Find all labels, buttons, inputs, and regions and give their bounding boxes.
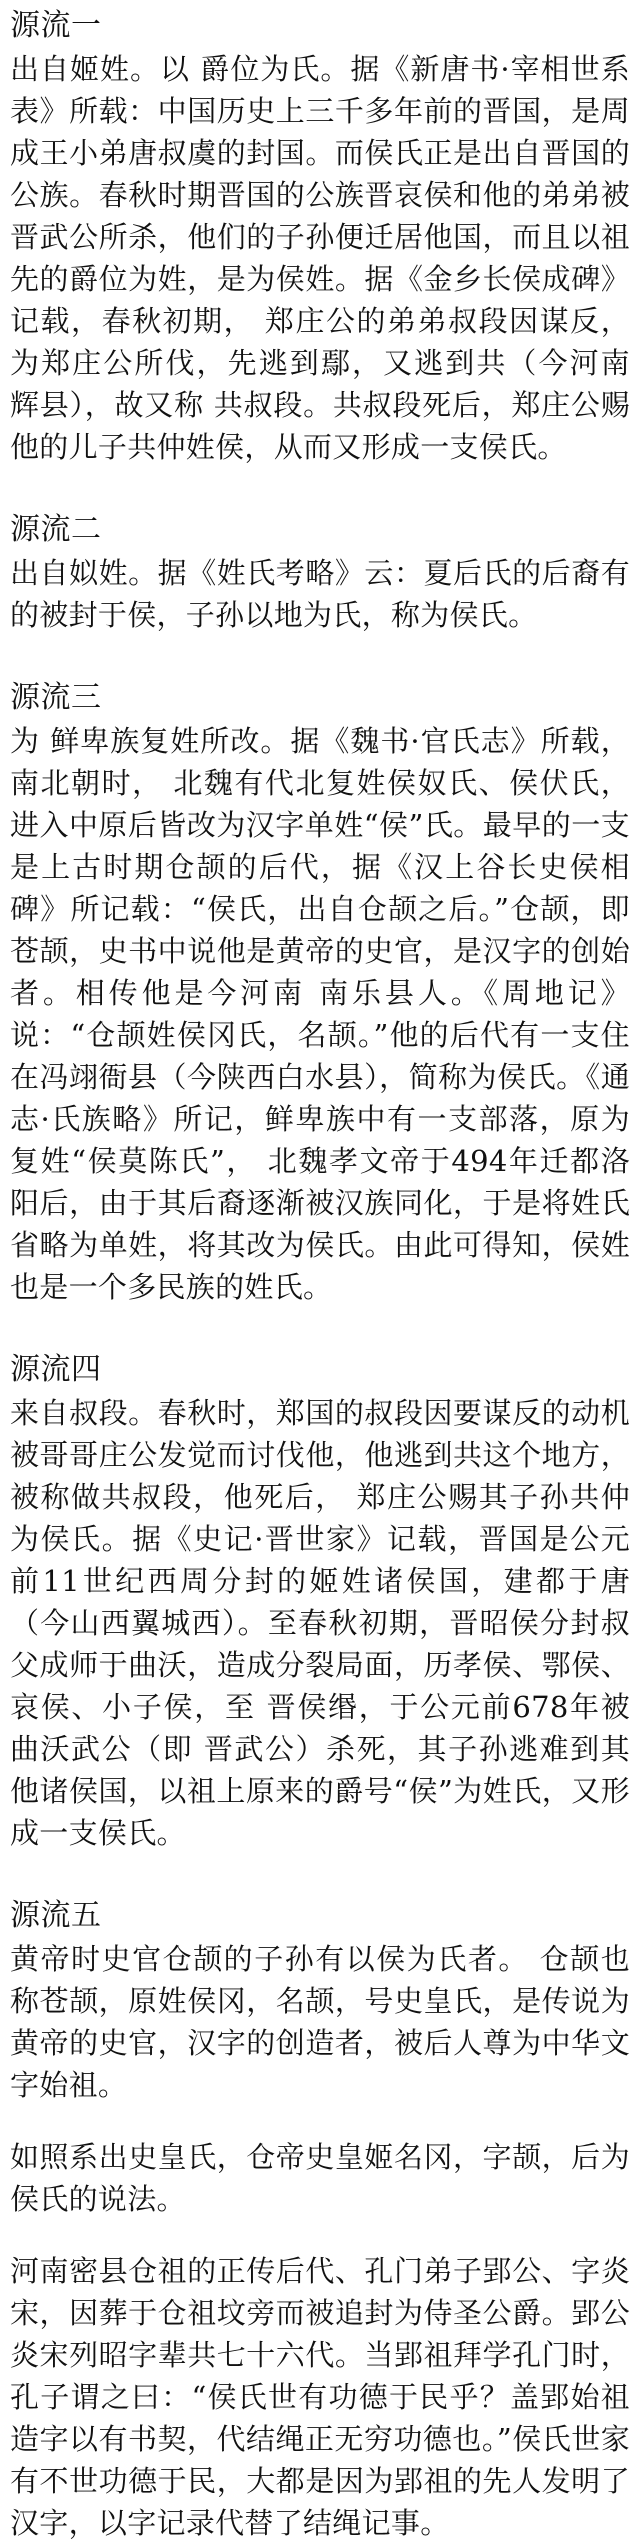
section-origin-1 <box>10 4 630 468</box>
section-paragraph: 河南密县仓祖的正传后代、孔门弟子郢公、字炎宋，因葬于仓祖坟旁而被追封为侍圣公爵。郢公炎宋列昭字辈共七十六代。当郢祖拜学孔门时，孔子谓之曰：“侯氏世有功德于民乎？盖郢始祖造字以有书契，代结绳正无穷功德也。”侯氏世家有不世功德于民，大都是因为郢祖的先人发明了汉字，以字记录代替了结绳记事。 <box>10 2254 630 2540</box>
section-paragraph: 出自姬姓。以 爵位为氏。据《新唐书·宰相世系表》所载：中国历史上三千多年前的晋国，是周成王小弟唐叔虞的封国。而侯氏正是出自晋国的公族。春秋时期晋国的公族晋哀侯和他的弟弟被晋武公所杀，他们的子孙便迁居他国，而且以祖先的爵位为姓，是为侯姓。据《金乡长侯成碑》记载，春秋初期， 郑庄公的弟弟叔段因谋反，为郑庄公所伐，先逃到鄢，又逃到共（今河南 辉县），故又称 共叔段。共叔段死后，郑庄公赐他的儿子共仲姓侯，从而又形成一支侯氏。 <box>10 52 630 464</box>
section-paragraph: 黄帝时史官仓颉的子孙有以侯为氏者。 仓颉也称苍颉，原姓侯冈，名颉，号史皇氏，是传说为黄帝的史官，汉字的创造者，被后人尊为中华文字始祖。 <box>10 1942 630 2102</box>
section-paragraph: 出自姒姓。据《姓氏考略》云：夏后氏的后裔有的被封于侯，子孙以地为氏，称为侯氏。 <box>10 556 630 632</box>
section-paragraph: 为 鲜卑族复姓所改。据《魏书·官氏志》所载，南北朝时， 北魏有代北复姓侯奴氏、侯伏氏，进入中原后皆改为汉字单姓“侯”氏。最早的一支是上古时期仓颉的后代，据《汉上谷长史侯相碑》所记载：“侯氏，出自仓颉之后。”仓颉，即苍颉，史书中说他是黄帝的史官，是汉字的创始者。相传他是今河南 南乐县人。《周地记》说：“仓颉姓侯冈氏，名颉。”他的后代有一支住在冯翊衙县（今陕西白水县），简称为侯氏。《通志·氏族略》所记，鲜卑族中有一支部落，原为复姓“侯莫陈氏”， 北魏孝文帝于494年迁都洛阳后，由于其后裔逐渐被汉族同化，于是将姓氏省略为单姓，将其改为侯氏。由此可得知，侯姓也是一个多民族的姓氏。 <box>10 724 630 1304</box>
section-heading: 源流二 <box>10 512 102 547</box>
section-paragraph: 如照系出史皇氏，仓帝史皇姬名冈，字颉，后为侯氏的说法。 <box>10 2140 630 2216</box>
paragraph-spacer <box>10 2220 630 2250</box>
paragraph-spacer <box>10 2106 630 2136</box>
section-origin-3 <box>10 676 630 1308</box>
article-body <box>10 4 630 2544</box>
section-spacer <box>10 636 630 676</box>
section-origin-2 <box>10 508 630 636</box>
section-spacer <box>10 1308 630 1348</box>
section-spacer <box>10 468 630 508</box>
section-heading: 源流五 <box>10 1898 102 1933</box>
section-origin-4 <box>10 1348 630 1854</box>
section-heading: 源流一 <box>10 8 102 43</box>
section-paragraph: 来自叔段。春秋时，郑国的叔段因要谋反的动机被哥哥庄公发觉而讨伐他，他逃到共这个地方，被称做共叔段，他死后， 郑庄公赐其子孙共仲为侯氏。据《史记·晋世家》记载，晋国是公元前11世纪西周分封的姬姓诸侯国，建都于唐（今山西翼城西）。至春秋初期，晋昭侯分封叔父成师于曲沃，造成分裂局面，历孝侯、鄂侯、哀侯、小子侯，至 晋侯缗，于公元前678年被曲沃武公（即 晋武公）杀死，其子孙逃难到其他诸侯国，以祖上原来的爵号“侯”为姓氏，又形成一支侯氏。 <box>10 1396 630 1850</box>
section-origin-5 <box>10 1894 630 2544</box>
section-heading: 源流三 <box>10 680 102 715</box>
section-spacer <box>10 1854 630 1894</box>
section-heading: 源流四 <box>10 1352 102 1387</box>
